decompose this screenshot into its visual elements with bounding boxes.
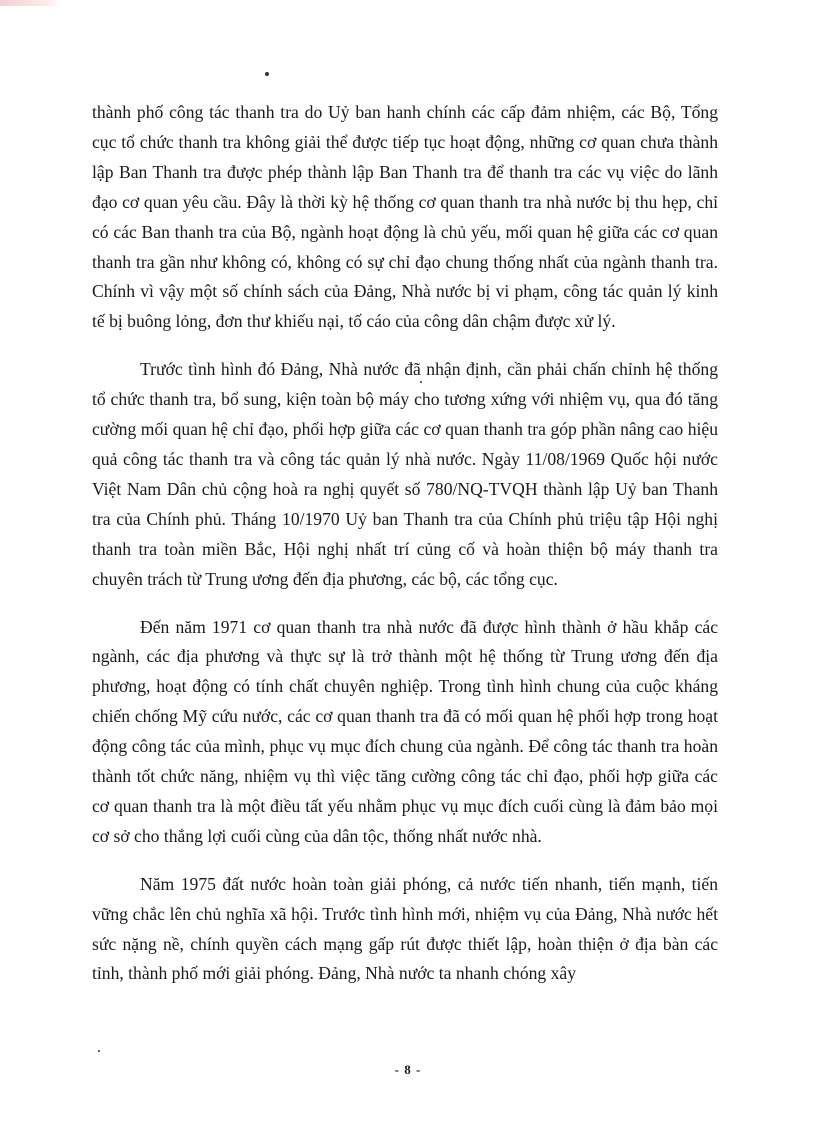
scan-speck: [98, 1050, 100, 1052]
scan-speck: [265, 72, 269, 76]
body-text: [92, 98, 718, 989]
page-number: - 8 -: [394, 1062, 422, 1077]
paragraph: Năm 1975 đất nước hoàn toàn giải phóng, cả nước tiến nhanh, tiến mạnh, tiến vững chắc lên chủ nghĩa xã hội. Trước tình hình mới, nhiệm vụ của Đảng, Nhà nước hết sức nặng nề, chính quyền cách mạng gấp rút được thiết lập, hoàn thiện ở địa bàn các tỉnh, thành phố mới giải phóng. Đảng, Nhà nước ta nhanh chóng xây: [92, 873, 718, 984]
scan-edge-mark: [0, 0, 60, 6]
paragraph: Trước tình hình đó Đảng, Nhà nước đã nhận định, cần phải chấn chỉnh hệ thống tổ chức thanh tra, bổ sung, kiện toàn bộ máy cho tương xứng với nhiệm vụ, qua đó tăng cường mối quan hệ chỉ đạo, phối hợp giữa các cơ quan thanh tra góp phần nâng cao hiệu quả công tác thanh tra và công tác quản lý nhà nước. Ngày 11/08/1969 Quốc hội nước Việt Nam Dân chủ cộng hoà ra nghị quyết số 780/NQ-TVQH thành lập Uỷ ban Thanh tra của Chính phủ. Tháng 10/1970 Uỷ ban Thanh tra của Chính phủ triệu tập Hội nghị thanh tra toàn miền Bắc, Hội nghị nhất trí củng cố và hoàn thiện bộ máy thanh tra chuyên trách từ Trung ương đến địa phương, các bộ, các tổng cục.: [92, 359, 718, 589]
paragraph: Đến năm 1971 cơ quan thanh tra nhà nước đã được hình thành ở hầu khắp các ngành, các địa phương và thực sự là trở thành một hệ thống từ Trung ương đến địa phương, hoạt động có tính chất chuyên nghiệp. Trong tình hình chung của cuộc kháng chiến chống Mỹ cứu nước, các cơ quan thanh tra đã có mối quan hệ phối hợp trong hoạt động công tác của mình, phục vụ mục đích chung của ngành. Để công tác thanh tra hoàn thành tốt chức năng, nhiệm vụ thì việc tăng cường công tác chỉ đạo, phối hợp giữa các cơ quan thanh tra là một điều tất yếu nhằm phục vụ mục đích cuối cùng là đảm bảo mọi cơ sở cho thắng lợi cuối cùng của dân tộc, thống nhất nước nhà.: [92, 616, 718, 846]
paragraph: thành phố công tác thanh tra do Uỷ ban hanh chính các cấp đảm nhiệm, các Bộ, Tổng cục tổ chức thanh tra không giải thể được tiếp tục hoạt động, những cơ quan chưa thành lập Ban Thanh tra được phép thành lập Ban Thanh tra để thanh tra các vụ việc do lãnh đạo cơ quan yêu cầu. Đây là thời kỳ hệ thống cơ quan thanh tra nhà nước bị thu hẹp, chỉ có các Ban thanh tra của Bộ, ngành hoạt động là chủ yếu, mối quan hệ giữa các cơ quan thanh tra gần như không có, không có sự chỉ đạo chung thống nhất của ngành thanh tra. Chính vì vậy một số chính sách của Đảng, Nhà nước bị vi phạm, công tác quản lý kinh tế bị buông lỏng, đơn thư khiếu nại, tố cáo của công dân chậm được xử lý.: [92, 102, 718, 332]
